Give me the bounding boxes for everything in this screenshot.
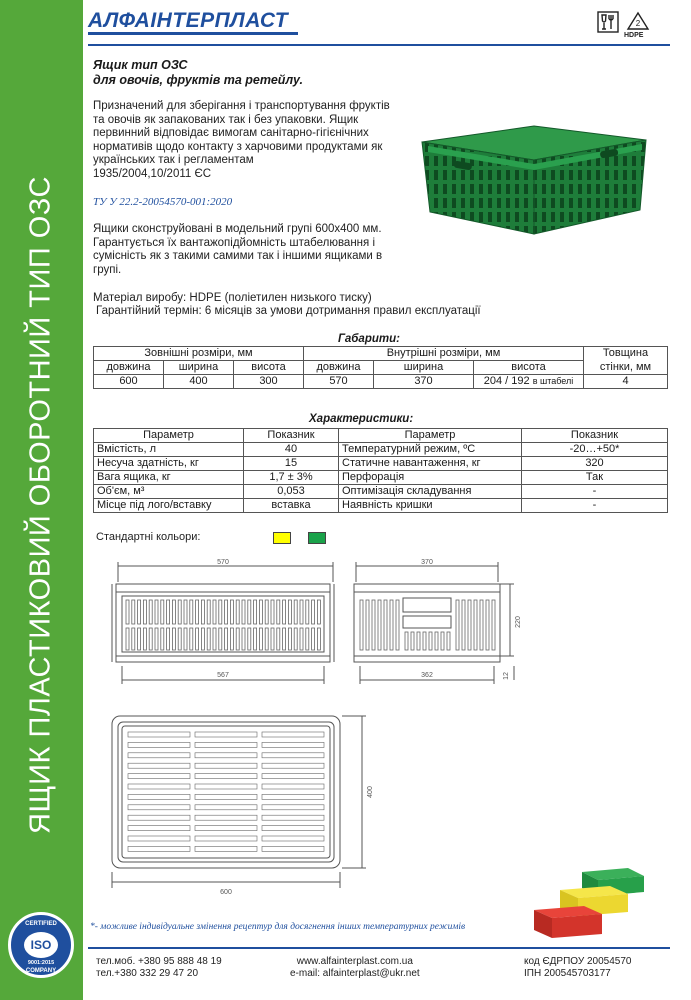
- slot: [396, 600, 399, 650]
- slot: [126, 628, 129, 650]
- slot: [230, 628, 233, 650]
- mobile-phone: тел.моб. +380 95 888 48 19: [96, 956, 222, 967]
- slot: [196, 600, 199, 624]
- slot: [195, 742, 257, 747]
- slot: [236, 600, 239, 624]
- slot: [207, 600, 210, 624]
- green-crate-illustration: [414, 112, 654, 240]
- slot: [128, 742, 190, 747]
- slot: [254, 600, 257, 624]
- slot: [207, 628, 210, 650]
- slot: [230, 600, 233, 624]
- slot: [265, 628, 268, 650]
- slot: [126, 600, 129, 624]
- slot: [360, 600, 363, 650]
- slot: [417, 632, 420, 650]
- slot: [277, 600, 280, 624]
- slot: [259, 600, 262, 624]
- table-cell: Об'єм, м³: [94, 485, 244, 499]
- color-swatch-green: [308, 532, 326, 544]
- slot: [225, 628, 228, 650]
- slot: [429, 632, 432, 650]
- table-cell: Вмістість, л: [94, 443, 244, 457]
- slot: [167, 628, 170, 650]
- slot: [312, 628, 315, 650]
- dim-label: 12: [503, 672, 510, 680]
- footer-divider: [88, 947, 670, 949]
- ipn-code: ІПН 200545703177: [524, 968, 611, 979]
- table-cell: висота: [474, 361, 584, 375]
- table-header: Параметр: [94, 429, 244, 443]
- slot: [294, 628, 297, 650]
- table-cell: 40: [244, 443, 339, 457]
- table-row: [94, 457, 668, 471]
- iso-ring-top: CERTIFIED: [25, 921, 57, 927]
- description-paragraph-2: Ящики сконструйовані в модельний групі 600х400 мм. Гарантується їх вантажопідйомність штабелювання і сумісність як з такими самими так і іншими ящиками в групі.: [93, 223, 383, 276]
- hdpe-label: HDPE: [624, 32, 644, 39]
- slot: [236, 628, 239, 650]
- slot: [219, 628, 222, 650]
- slot: [262, 794, 324, 799]
- slot: [172, 600, 175, 624]
- slot: [262, 784, 324, 789]
- table-header: Параметр: [339, 429, 522, 443]
- slot: [195, 846, 257, 851]
- standard-colors-label: Стандартні кольори:: [96, 531, 201, 543]
- slot: [128, 805, 190, 810]
- table-cell: 300: [234, 375, 304, 389]
- slot: [213, 628, 216, 650]
- dim-label: 220: [515, 616, 522, 628]
- slot: [262, 774, 324, 779]
- slot: [195, 826, 257, 831]
- slot: [128, 784, 190, 789]
- email-link[interactable]: e-mail: alfainterplast@ukr.net: [290, 968, 420, 979]
- slot: [155, 600, 158, 624]
- slot: [161, 628, 164, 650]
- slot: [262, 846, 324, 851]
- thickness-header-2: стінки, мм: [584, 361, 668, 375]
- dim-label: 370: [421, 559, 433, 566]
- table-cell: Так: [522, 471, 668, 485]
- slot: [242, 628, 245, 650]
- slot: [128, 826, 190, 831]
- inner-height-value: 204 / 192: [483, 375, 530, 387]
- header-divider: [88, 44, 670, 46]
- slot: [155, 628, 158, 650]
- front-view-drawing: [108, 556, 338, 696]
- slot: [219, 600, 222, 624]
- slot: [468, 600, 471, 650]
- slot: [262, 742, 324, 747]
- dim-label: 362: [421, 672, 433, 679]
- slot: [138, 628, 141, 650]
- slot: [306, 600, 309, 624]
- slot: [184, 600, 187, 624]
- iso-certified-badge: [8, 912, 74, 978]
- dim-label: 600: [220, 889, 232, 896]
- slot: [128, 763, 190, 768]
- slot: [248, 600, 251, 624]
- slot: [300, 628, 303, 650]
- website-link[interactable]: www.alfainterplast.com.ua: [296, 956, 413, 967]
- table-cell: 4: [584, 375, 668, 389]
- slot: [195, 774, 257, 779]
- slot: [172, 628, 175, 650]
- iso-ring-bottom: COMPANY: [25, 968, 57, 974]
- slot: [480, 600, 483, 650]
- iso-number: 9001:2015: [27, 960, 55, 966]
- slot: [411, 632, 414, 650]
- dimensions-caption: Габарити:: [338, 333, 400, 345]
- slot: [138, 600, 141, 624]
- plan-view-drawing: [108, 710, 388, 896]
- slot: [196, 628, 199, 650]
- slot: [143, 600, 146, 624]
- slot: [288, 628, 291, 650]
- slot: [423, 632, 426, 650]
- slot: [317, 600, 320, 624]
- thickness-header: Товщина: [584, 347, 668, 361]
- slot: [262, 826, 324, 831]
- slot: [128, 774, 190, 779]
- slot: [149, 628, 152, 650]
- table-header: Показник: [244, 429, 339, 443]
- slot: [195, 732, 257, 737]
- slot: [132, 600, 135, 624]
- table-cell: Вага ящика, кг: [94, 471, 244, 485]
- table-cell: довжина: [94, 361, 164, 375]
- stack-note: в штабелі: [532, 376, 574, 386]
- footer-phones: [96, 956, 222, 980]
- slot: [271, 600, 274, 624]
- slot: [283, 628, 286, 650]
- slot: [248, 628, 251, 650]
- slot: [128, 794, 190, 799]
- slot: [242, 600, 245, 624]
- slot: [312, 600, 315, 624]
- table-cell: Статичне навантаження, кг: [339, 457, 522, 471]
- slot: [259, 628, 262, 650]
- logo-underline: [88, 32, 298, 35]
- slot: [128, 732, 190, 737]
- slot: [195, 794, 257, 799]
- slot: [201, 600, 204, 624]
- dim-label: 567: [217, 672, 229, 679]
- slot: [405, 632, 408, 650]
- slot: [277, 628, 280, 650]
- recycle-code: 2: [635, 19, 641, 28]
- slot: [128, 815, 190, 820]
- office-phone: тел.+380 332 29 47 20: [96, 968, 199, 979]
- slot: [294, 600, 297, 624]
- slot: [213, 600, 216, 624]
- slot: [271, 628, 274, 650]
- glass-fork-icon: [598, 12, 618, 32]
- slot: [149, 600, 152, 624]
- edrpou-code: код ЄДРПОУ 20054570: [524, 956, 632, 967]
- material-text: Матеріал виробу: HDPE (поліетилен низького тиску): [93, 292, 372, 304]
- slot: [456, 600, 459, 650]
- table-row: [94, 485, 668, 499]
- characteristics-caption: Характеристики:: [309, 413, 414, 425]
- table-cell: ширина: [374, 361, 474, 375]
- slot: [195, 763, 257, 768]
- slot: [462, 600, 465, 650]
- slot: [143, 628, 146, 650]
- slot: [441, 632, 444, 650]
- footnote: *- можливе індивідуальне змінення рецептур для досягнення інших температурних режимів: [90, 922, 466, 932]
- characteristics-table: [93, 428, 668, 513]
- slot: [161, 600, 164, 624]
- table-cell: 1,7 ± 3%: [244, 471, 339, 485]
- table-cell: -20…+50*: [522, 443, 668, 457]
- slot: [317, 628, 320, 650]
- table-cell: 320: [522, 457, 668, 471]
- slot: [195, 784, 257, 789]
- table-row: [94, 471, 668, 485]
- slot: [300, 600, 303, 624]
- slot: [372, 600, 375, 650]
- technical-spec-code: ТУ У 22.2-20054570-001:2020: [93, 196, 233, 208]
- product-title: Ящик тип ОЗС: [93, 58, 188, 72]
- slot: [225, 600, 228, 624]
- table-cell: 0,053: [244, 485, 339, 499]
- iso-center: ISO: [24, 932, 58, 958]
- slot: [384, 600, 387, 650]
- table-row: [94, 443, 668, 457]
- color-swatch-yellow: [273, 532, 291, 544]
- slot: [128, 846, 190, 851]
- slot: [447, 632, 450, 650]
- table-cell: -: [522, 499, 668, 513]
- slot: [492, 600, 495, 650]
- slot: [195, 836, 257, 841]
- table-cell: висота: [234, 361, 304, 375]
- stacked-crates-illustration: [532, 866, 662, 940]
- slot: [178, 628, 181, 650]
- table-cell: -: [522, 485, 668, 499]
- warranty-text: Гарантійний термін: 6 місяців за умови дотримання правил експлуатації: [96, 305, 481, 317]
- table-cell: Температурний режим, ºС: [339, 443, 522, 457]
- slot: [262, 753, 324, 758]
- slot: [254, 628, 257, 650]
- slot: [262, 836, 324, 841]
- inner-dimensions-header: Внутрішні розміри, мм: [304, 347, 584, 361]
- footer-codes: [524, 956, 631, 980]
- slot: [195, 753, 257, 758]
- table-cell: Несуча здатність, кг: [94, 457, 244, 471]
- dim-label: 400: [367, 786, 374, 798]
- slot: [262, 805, 324, 810]
- product-subtitle: для овочів, фруктів та ретейлу.: [93, 73, 303, 87]
- outer-dimensions-header: Зовнішні розміри, мм: [94, 347, 304, 361]
- slot: [128, 836, 190, 841]
- slot: [265, 600, 268, 624]
- slot: [474, 600, 477, 650]
- company-logo: АЛФАІНТЕРПЛАСТ: [88, 9, 289, 32]
- slot: [378, 600, 381, 650]
- table-cell: 570: [304, 375, 374, 389]
- slot: [201, 628, 204, 650]
- red-crate-small: [534, 906, 602, 938]
- table-cell: Наявність кришки: [339, 499, 522, 513]
- table-cell: вставка: [244, 499, 339, 513]
- footer-contacts: [290, 956, 420, 980]
- table-cell: довжина: [304, 361, 374, 375]
- slot: [435, 632, 438, 650]
- slot: [178, 600, 181, 624]
- slot: [262, 815, 324, 820]
- table-cell: Місце під лого/вставку: [94, 499, 244, 513]
- table-cell: 400: [164, 375, 234, 389]
- slot: [195, 805, 257, 810]
- table-row: [94, 499, 668, 513]
- dim-label: 570: [217, 559, 229, 566]
- table-cell: 370: [374, 375, 474, 389]
- slot: [262, 763, 324, 768]
- description-paragraph-1: Призначений для зберігання і транспортування фруктів та овочів як запакованих так і без упаковки. Ящик первинний відповідає вимогам санітарно-гігієнічних нормативів щодо контакту з харчовими продуктами як українських так і регламентам 1935/2004,10/2011 ЄС: [93, 100, 390, 180]
- slot: [190, 628, 193, 650]
- slot: [184, 628, 187, 650]
- table-cell: 600: [94, 375, 164, 389]
- slot: [306, 628, 309, 650]
- slot: [128, 753, 190, 758]
- table-cell: ширина: [164, 361, 234, 375]
- table-cell: Оптимізація складування: [339, 485, 522, 499]
- side-view-drawing: [348, 556, 528, 696]
- slot: [195, 815, 257, 820]
- table-header: Показник: [522, 429, 668, 443]
- table-cell: Перфорація: [339, 471, 522, 485]
- slot: [190, 600, 193, 624]
- slot: [486, 600, 489, 650]
- slot: [132, 628, 135, 650]
- dimensions-table: [93, 346, 668, 389]
- table-cell: [474, 375, 584, 389]
- slot: [366, 600, 369, 650]
- slot: [390, 600, 393, 650]
- slot: [283, 600, 286, 624]
- slot: [167, 600, 170, 624]
- table-cell: 15: [244, 457, 339, 471]
- slot: [262, 732, 324, 737]
- slot: [288, 600, 291, 624]
